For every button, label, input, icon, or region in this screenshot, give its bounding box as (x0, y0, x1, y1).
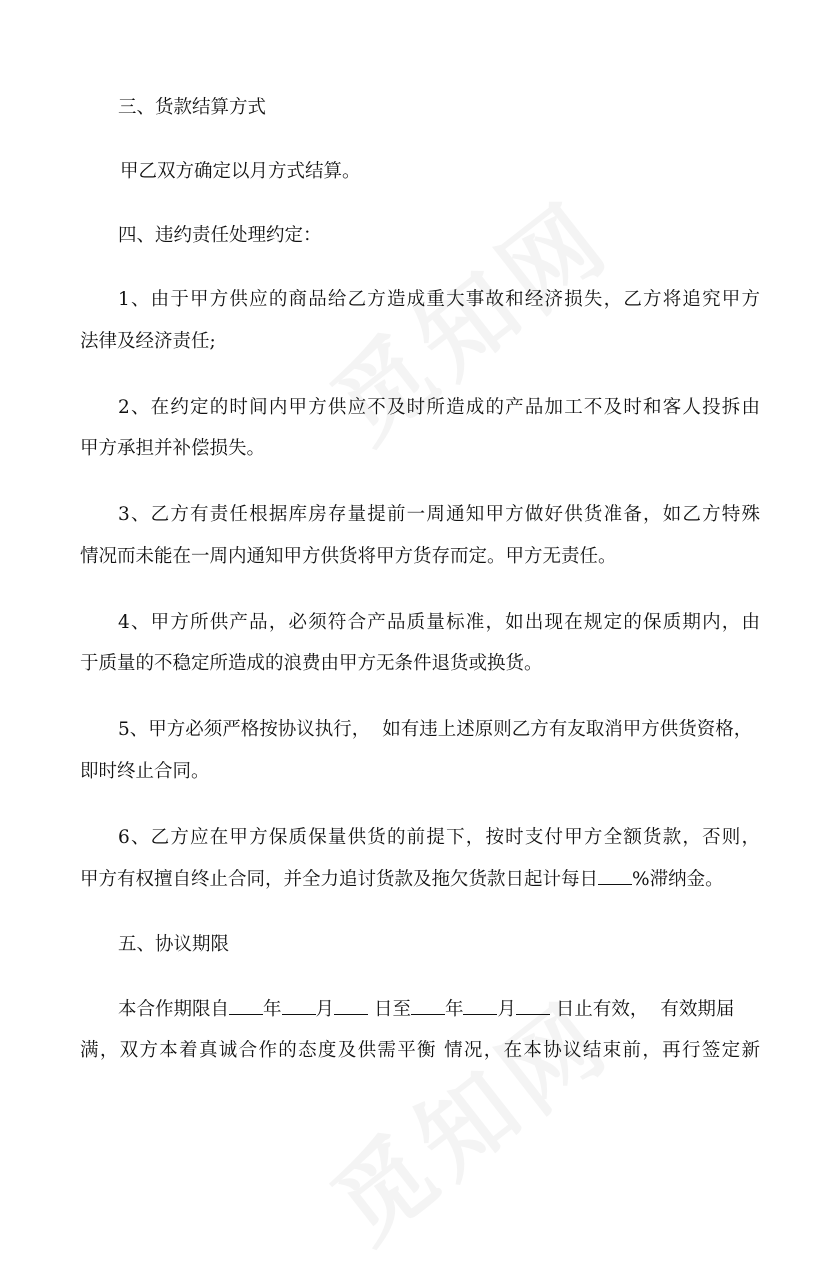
item-6-part-a: 甲方有权擅自终止合同，并全力追讨货款及拖欠货款日起计每日 (80, 869, 599, 890)
item-3-line-1: 3、乙方有责任根据库房存量提前一周通知甲方做好供货准备，如乙方特殊 (118, 504, 760, 525)
blank-field (463, 997, 497, 1015)
item-3-line-2: 情况而未能在一周内通知甲方供货将甲方货存而定。甲方无责任。 (80, 546, 617, 567)
term-line-1 (80, 997, 760, 1022)
section-4-heading: 四、违约责任处理约定： (118, 225, 322, 246)
item-2-line-2: 甲方承担并补偿损失。 (80, 438, 266, 459)
term-year-2: 年 (444, 999, 464, 1020)
blank-field (229, 997, 263, 1015)
blank-field (411, 997, 445, 1015)
term-valid-label: 有效期届 (660, 999, 735, 1020)
item-5-line-1 (80, 718, 760, 742)
term-start-label: 本合作期限自 (118, 999, 230, 1020)
item-4-line-1: 4、甲方所供产品，必须符合产品质量标准，如出现在规定的保质期内，由 (118, 612, 760, 633)
item-1-line-2: 法律及经济责任; (80, 331, 216, 352)
term-month-2: 月 (497, 999, 516, 1020)
item-2-line-1: 2、在约定的时间内甲方供应不及时所造成的产品加工不及时和客人投拆由 (118, 397, 760, 418)
section-3-body: 甲乙双方确定以月方式结算。 (120, 161, 361, 182)
watermark (300, 164, 635, 468)
item-5-part-a: 5、甲方必须严格按协议执行， (118, 719, 371, 740)
blank-field (334, 997, 368, 1015)
blank-field (282, 997, 316, 1015)
blank-field (516, 997, 550, 1015)
section-3-heading: 三、货款结算方式 (118, 97, 267, 118)
item-6-line-2 (80, 867, 760, 892)
term-day-2: 日止有效， (555, 999, 649, 1020)
item-5-line-2: 即时终止合同。 (80, 761, 210, 782)
term-month-1: 月 (315, 999, 335, 1020)
term-year-1: 年 (263, 999, 282, 1020)
term-line-2: 满，双方本着真诚合作的态度及供需平衡 情况，在本协议结束前，再行签定新 (80, 1040, 760, 1061)
item-6-part-b: %滞纳金。 (632, 869, 724, 890)
section-5-heading: 五、协议期限 (118, 934, 230, 955)
term-day-1: 日至 (373, 999, 411, 1020)
item-6-line-1: 6、乙方应在甲方保质保量供货的前提下，按时支付甲方全额货款，否则， (118, 827, 760, 848)
item-5-part-b: 如有违上述原则乙方有友取消甲方供货资格， (382, 719, 753, 740)
item-4-line-2: 于质量的不稳定所造成的浪费由甲方无条件退货或换货。 (80, 653, 543, 674)
blank-field (598, 867, 632, 885)
item-1-line-1: 1、由于甲方供应的商品给乙方造成重大事故和经济损失，乙方将追究甲方 (118, 289, 760, 310)
